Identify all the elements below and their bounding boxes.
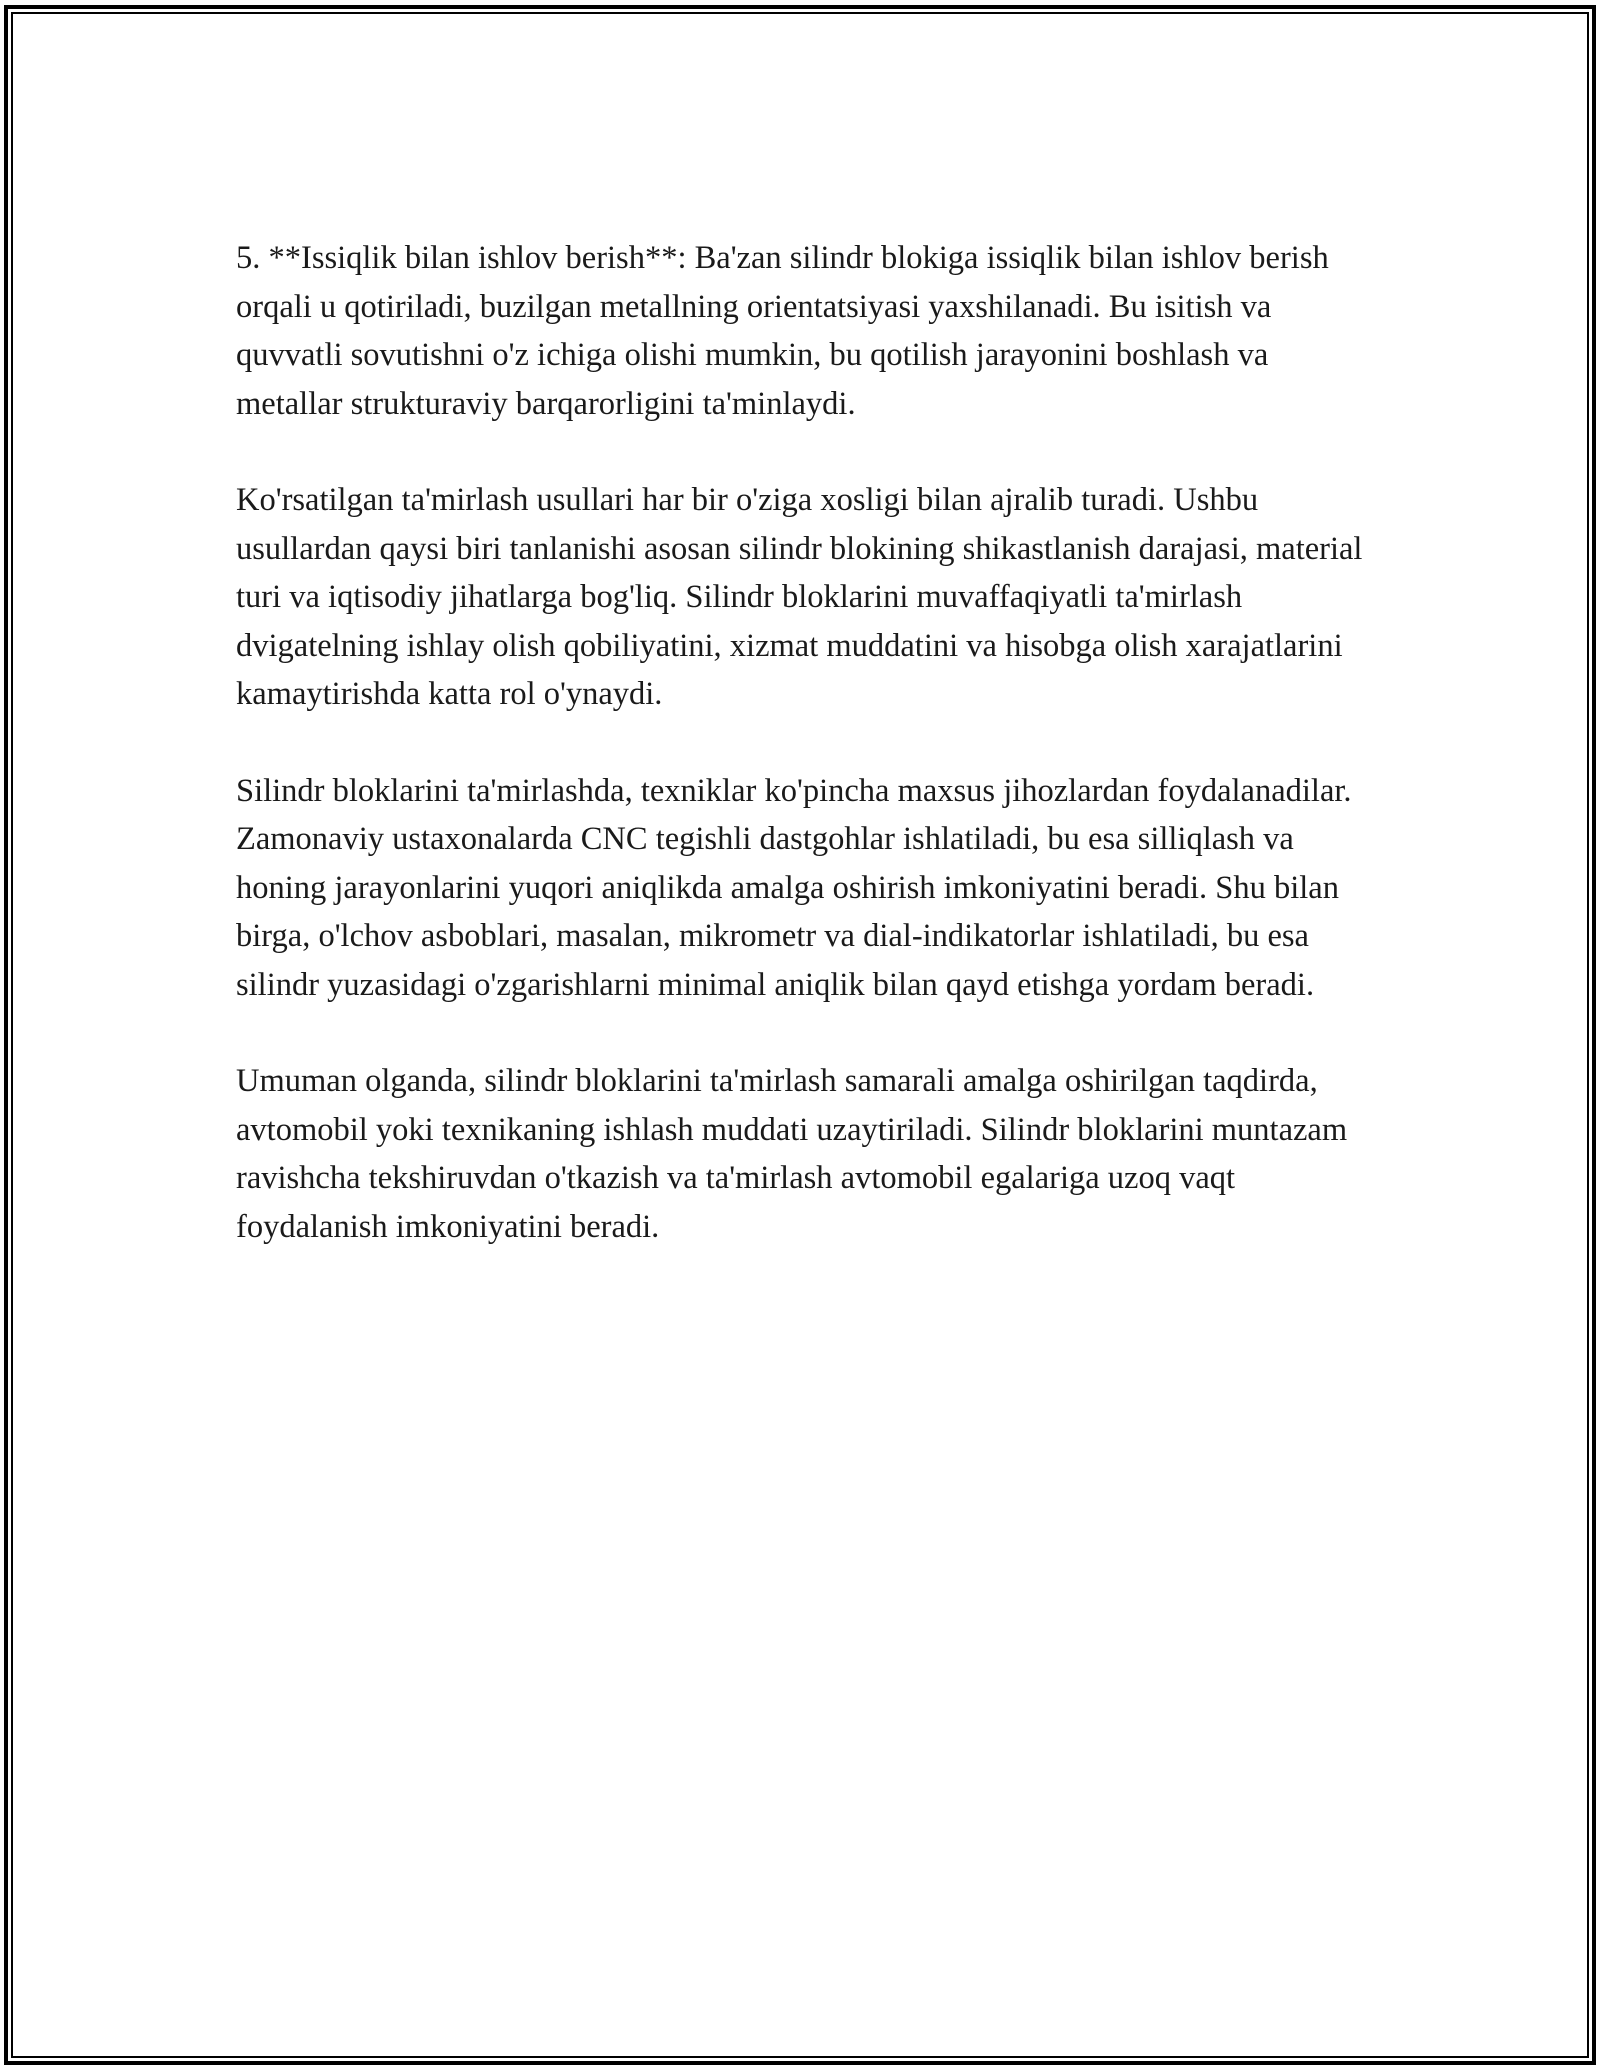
paragraph-conclusion: Umuman olganda, silindr bloklarini ta'mirlash samarali amalga oshirilgan taqdirda, avtomobil yoki texnikaning ishlash muddati uzaytiriladi. Silindr bloklarini muntazam ravishcha tekshiruvdan o'tkazish va ta'mirlash avtomobil egalariga uzoq vaqt foydalanish imkoniyatini beradi. (236, 1063, 1348, 1245)
paragraph-equipment: Silindr bloklarini ta'mirlashda, texniklar ko'pincha maxsus jihozlardan foydalanadilar. Zamonaviy ustaxonalarda CNC tegishli dastgohlar ishlatiladi, bu esa silliqlash va honing jarayonlarini yuqori aniqlikda amalga oshirish imkoniyatini beradi. Shu bilan birga, o'lchov asboblari, masalan, mikrometr va dial-indikatorlar ishlatiladi, bu esa silindr yuzasidagi o'zgarishlarni minimal aniqlik bilan qayd etishga yordam beradi. (236, 772, 1352, 1003)
paragraph-heat-treatment: 5. **Issiqlik bilan ishlov berish**: Ba'zan silindr blokiga issiqlik bilan ishlov berish orqali u qotiriladi, buzilgan metallning orientatsiyasi yaxshilanadi. Bu isitish va quvvatli sovutishni o'z ichiga olishi mumkin, bu qotilish jarayonini boshlash va metallar strukturaviy barqarorligini ta'minlaydi. (236, 240, 1329, 422)
document-body (236, 234, 1366, 1299)
paragraph-repair-methods: Ko'rsatilgan ta'mirlash usullari har bir o'ziga xosligi bilan ajralib turadi. Ushbu usullardan qaysi biri tanlanishi asosan silindr blokining shikastlanish darajasi, material turi va iqtisodiy jihatlarga bog'liq. Silindr bloklarini muvaffaqiyatli ta'mirlash dvigatelning ishlay olish qobiliyatini, xizmat muddatini va hisobga olish xarajatlarini kamaytirishda katta rol o'ynaydi. (236, 482, 1363, 712)
